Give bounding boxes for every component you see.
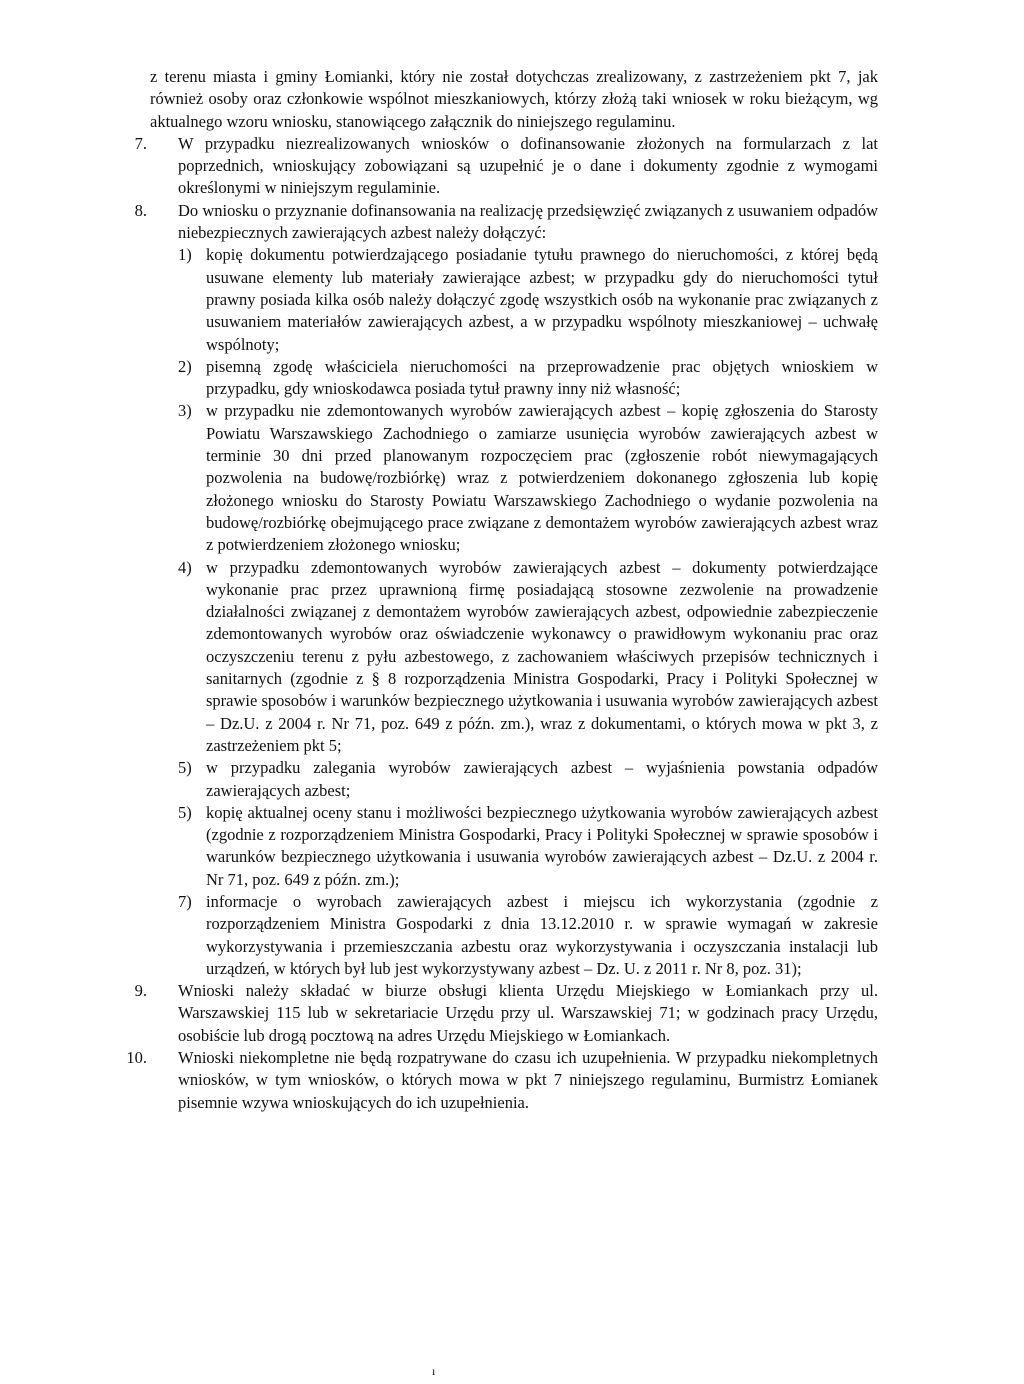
list-item-9 [134,980,878,1047]
sub-item-number: 4) [178,557,192,577]
sub-item-3 [178,400,878,556]
item-number: 7. [134,133,147,153]
sub-item-number: 5) [178,758,192,778]
sub-item-number: 7) [178,891,192,911]
sub-item-5 [178,757,878,802]
sub-item-text: kopię aktualnej oceny stanu i możliwości bezpiecznego użytkowania wyrobów zawierających azbest (zgodnie z rozporządzeniem Ministra Gospodarki, Pracy i Polityki Społecznej w sprawie sposobów i warunków bezpiecznego użytkowania i usuwania wyrobów zawierających azbest – Dz.U. z 2004 r. Nr 71, poz. 649 z późn. zm.); [206,802,878,889]
sub-item-number: 2) [178,356,192,376]
sub-item-text: w przypadku zalegania wyrobów zawierających azbest – wyjaśnienia powstania odpadów zawierających azbest; [206,758,878,800]
item-text: Wnioski niekompletne nie będą rozpatrywane do czasu ich uzupełnienia. W przypadku niekompletnych wniosków, w tym wniosków, o których mowa w pkt 7 niniejszego regulaminu, Burmistrz Łomianek pisemnie wzywa wnioskujących do ich uzupełnienia. [178,1048,878,1112]
scan-mark: ı [432,1364,436,1378]
list-item-10 [126,1047,878,1114]
sub-item-1 [178,244,878,355]
sub-item-4 [178,557,878,758]
item-number: 8. [134,200,147,220]
intro-paragraph: z terenu miasta i gminy Łomianki, który nie został dotychczas zrealizowany, z zastrzeżeniem pkt 7, jak również osoby oraz członkowie wspólnot mieszkaniowych, którzy złożą taki wniosek w roku bieżącym, wg aktualnego wzoru wniosku, stanowiącego załącznik do niniejszego regulaminu. [150,67,878,131]
item-text: Wnioski należy składać w biurze obsługi klienta Urzędu Miejskiego w Łomiankach przy ul. Warszawskiej 115 lub w sekretariacie Urzędu przy ul. Warszawskiej 71; w godzinach pracy Urzędu, osobiście lub drogą pocztową na adres Urzędu Miejskiego w Łomiankach. [178,981,878,1045]
sub-item-6 [178,802,878,891]
sub-item-text: pisemną zgodę właściciela nieruchomości na przeprowadzenie prac objętych wnioskiem w przypadku, gdy wnioskodawca posiada tytuł prawny inny niż własność; [206,356,878,399]
sub-item-text: informacje o wyrobach zawierających azbest i miejscu ich wykorzystania (zgodnie z rozporządzeniem Ministra Gospodarki z dnia 13.12.2010 r. w sprawie wymagań w zakresie wykorzystywania i przemieszczania azbestu oraz wykorzystywania i oczyszczania instalacji lub urządzeń, w których był lub jest wykorzystywany azbest – Dz. U. z 2011 r. Nr 8, poz. 31); [206,891,878,978]
sub-item-text: w przypadku zdemontowanych wyrobów zawierających azbest – dokumenty potwierdzające wykonanie prac przez uprawnioną firmę posiadającą stosowne zezwolenie na prowadzenie działalności związanej z demontażem wyrobów zawierających azbest, odpowiednie zabezpieczenie zdemontowanych wyrobów oraz oświadczenie wykonawcy o prawidłowym wykonaniu prac oraz oczyszczeniu terenu z pyłu azbestowego, z zachowaniem właściwych przepisów technicznych i sanitarnych (zgodnie z § 8 rozporządzenia Ministra Gospodarki, Pracy i Polityki Społecznej w sprawie sposobów i warunków bezpiecznego użytkowania i usuwania wyrobów zawierających azbest – Dz.U. z 2004 r. Nr 71, poz. 649 z późn. zm.), wraz z dokumentami, o których mowa w pkt 3, z zastrzeżeniem pkt 5; [206,557,878,755]
document-page [126,66,878,1114]
sub-item-number: 1) [178,245,192,265]
item-number: 9. [134,981,147,1001]
sub-item-2 [178,356,878,401]
attachments-list [178,244,878,980]
sub-item-number: 5) [178,802,192,822]
item-text: Do wniosku o przyznanie dofinansowania na realizację przedsięwzięć związanych z usuwaniem odpadów niebezpiecznych zawierających azbest należy dołączyć: [178,200,878,243]
sub-item-text: kopię dokumentu potwierdzającego posiadanie tytułu prawnego do nieruchomości, z której będą usuwane elementy lub materiały zawierające azbest; w przypadku gdy do nieruchomości tytuł prawny posiada kilka osób należy dołączyć zgodę wszystkich osób na wykonanie prac związanych z usuwaniem materiałów zawierających azbest, a w przypadku wspólnoty mieszkaniowej – uchwałę wspólnoty; [206,245,878,354]
sub-item-number: 3) [178,401,192,421]
list-item-8 [134,200,878,980]
sub-item-text: w przypadku nie zdemontowanych wyrobów zawierających azbest – kopię zgłoszenia do Starosty Powiatu Warszawskiego Zachodniego o zamiarze usunięcia wyrobów zawierających azbest w terminie 30 dni przed planowanym rozpoczęciem prac (zgłoszenie robót niewymagających pozwolenia na budowę/rozbiórkę) wraz z potwierdzeniem dokonanego zgłoszenia lub kopię złożonego wniosku do Starosty Powiatu Warszawskiego Zachodniego o wydanie pozwolenia na budowę/rozbiórkę obejmującego prace związane z demontażem wyrobów zawierających azbest wraz z potwierdzeniem złożonego wniosku; [206,401,878,555]
item-number: 10. [126,1048,147,1068]
sub-item-7 [178,891,878,980]
list-item-7 [134,133,878,200]
item-text: W przypadku niezrealizowanych wniosków o dofinansowanie złożonych na formularzach z lat poprzednich, wnioskujący zobowiązani są uzupełnić je o dane i dokumenty zgodnie z wymogami określonymi w niniejszym regulaminie. [178,133,878,198]
